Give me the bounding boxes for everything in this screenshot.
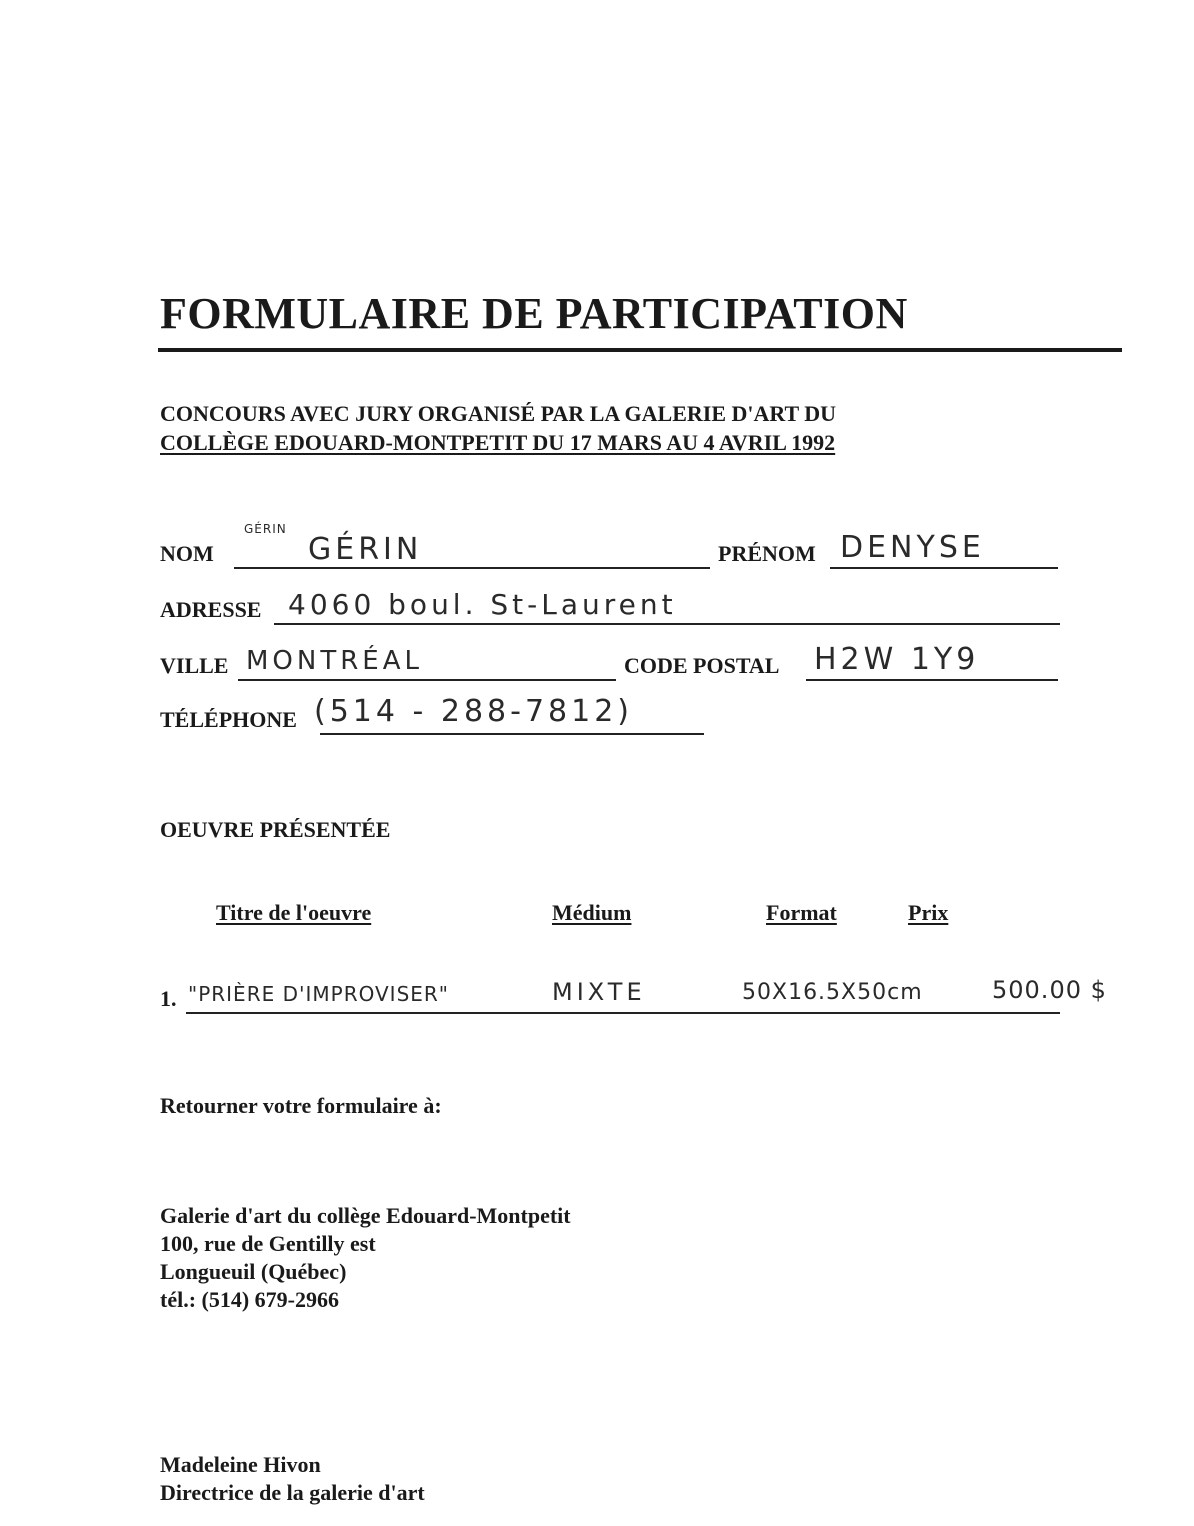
- col-head-medium: Médium: [552, 900, 632, 925]
- director-name: Madeleine Hivon: [160, 1452, 321, 1477]
- gallery-name: Galerie d'art du collège Edouard-Montpetit: [160, 1203, 571, 1228]
- col-head-prix: Prix: [908, 900, 949, 925]
- prenom-line: [830, 567, 1058, 569]
- adresse-label: ADRESSE: [160, 597, 262, 622]
- oeuvre-section-label: OEUVRE PRÉSENTÉE: [160, 817, 391, 842]
- col-head-titre: Titre de l'oeuvre: [216, 900, 372, 925]
- ville-label: VILLE: [160, 653, 229, 678]
- entry-titre-field[interactable]: "PRIÈRE D'IMPROVISER": [188, 982, 449, 1006]
- nom-annotation: GÉRIN: [244, 522, 287, 536]
- director-role: Directrice de la galerie d'art: [160, 1480, 425, 1505]
- form-title: FORMULAIRE DE PARTICIPATION: [160, 289, 908, 338]
- prenom-field[interactable]: DENYSE: [840, 530, 985, 565]
- adresse-line: [274, 623, 1060, 625]
- entry-prix-field[interactable]: 500.00 $: [992, 976, 1107, 1004]
- entry-medium-field[interactable]: MIXTE: [552, 978, 646, 1006]
- title-rule: [158, 348, 1122, 352]
- entry-format-field[interactable]: 50X16.5X50cm: [742, 980, 923, 1005]
- ville-line: [238, 679, 616, 681]
- gallery-street: 100, rue de Gentilly est: [160, 1231, 376, 1256]
- code-postal-label: CODE POSTAL: [624, 653, 780, 678]
- code-postal-line: [806, 679, 1058, 681]
- nom-line: [234, 567, 710, 569]
- nom-field[interactable]: GÉRIN: [308, 532, 423, 567]
- contest-subtitle-line1: CONCOURS AVEC JURY ORGANISÉ PAR LA GALERIE D'ART DU: [160, 401, 837, 426]
- contest-subtitle-line2: COLLÈGE EDOUARD-MONTPETIT DU 17 MARS AU 4 AVRIL 1992: [160, 430, 836, 455]
- col-head-format: Format: [766, 900, 837, 925]
- telephone-field[interactable]: (514 - 288-7812): [314, 694, 633, 729]
- adresse-field[interactable]: 4060 boul. St-Laurent: [288, 588, 677, 621]
- telephone-label: TÉLÉPHONE: [160, 707, 297, 732]
- code-postal-field[interactable]: H2W 1Y9: [814, 642, 980, 677]
- retour-label: Retourner votre formulaire à:: [160, 1093, 442, 1118]
- entry-line: [186, 1012, 1060, 1014]
- telephone-line: [320, 733, 704, 735]
- ville-field[interactable]: MONTRÉAL: [246, 646, 423, 676]
- nom-label: NOM: [160, 541, 214, 566]
- gallery-city: Longueuil (Québec): [160, 1259, 347, 1284]
- entry-number: 1.: [160, 986, 177, 1011]
- gallery-phone: tél.: (514) 679-2966: [160, 1287, 340, 1312]
- prenom-label: PRÉNOM: [718, 541, 816, 566]
